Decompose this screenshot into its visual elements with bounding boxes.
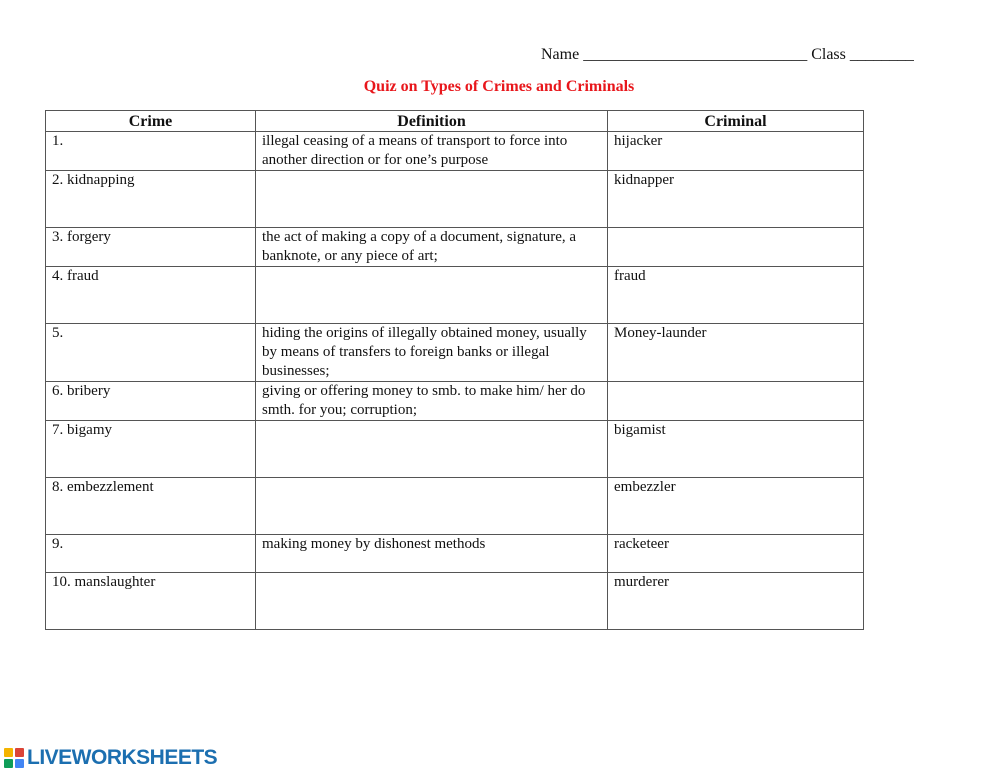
logo-square <box>4 748 13 757</box>
liveworksheets-logo-icon <box>4 748 24 768</box>
definition-cell: illegal ceasing of a means of transport to force into another direction or for one’s purpose <box>256 132 608 171</box>
definition-cell[interactable] <box>256 573 608 630</box>
crime-cell: 4. fraud <box>46 267 256 324</box>
crime-cell: 3. forgery <box>46 228 256 267</box>
crime-cell: 2. kidnapping <box>46 171 256 228</box>
criminal-cell: fraud <box>608 267 864 324</box>
criminal-cell: Money-launder <box>608 324 864 382</box>
table-row <box>46 535 864 573</box>
crime-cell: 7. bigamy <box>46 421 256 478</box>
column-header-crime: Crime <box>46 111 256 132</box>
definition-cell: hiding the origins of illegally obtained money, usually by means of transfers to foreign banks or illegal businesses; <box>256 324 608 382</box>
criminal-cell: murderer <box>608 573 864 630</box>
definition-cell: making money by dishonest methods <box>256 535 608 573</box>
table-row <box>46 573 864 630</box>
crime-cell: 1. <box>46 132 256 171</box>
definition-cell[interactable] <box>256 478 608 535</box>
definition-cell[interactable] <box>256 421 608 478</box>
logo-square <box>4 759 13 768</box>
criminal-cell[interactable] <box>608 228 864 267</box>
table-header-row <box>46 111 864 132</box>
name-class-line: Name ____________________________ Class ________ <box>541 46 914 63</box>
criminal-cell: bigamist <box>608 421 864 478</box>
crime-cell[interactable]: 9. <box>46 535 256 573</box>
definition-cell[interactable] <box>256 267 608 324</box>
logo-square <box>15 748 24 757</box>
criminal-cell: racketeer <box>608 535 864 573</box>
table-row <box>46 228 864 267</box>
quiz-table <box>45 110 864 630</box>
table-row <box>46 171 864 228</box>
table-row <box>46 421 864 478</box>
column-header-definition: Definition <box>256 111 608 132</box>
table-row <box>46 132 864 171</box>
definition-cell: the act of making a copy of a document, signature, a banknote, or any piece of art; <box>256 228 608 267</box>
column-header-criminal: Criminal <box>608 111 864 132</box>
table-row <box>46 267 864 324</box>
definition-cell[interactable] <box>256 171 608 228</box>
crime-cell: 6. bribery <box>46 382 256 421</box>
table-row <box>46 324 864 382</box>
logo-text: LIVEWORKSHEETS <box>27 746 218 769</box>
page-title: Quiz on Types of Crimes and Criminals <box>363 78 635 95</box>
definition-cell: giving or offering money to smb. to make him/ her do smth. for you; corruption; <box>256 382 608 421</box>
criminal-cell: hijacker <box>608 132 864 171</box>
criminal-cell: kidnapper <box>608 171 864 228</box>
liveworksheets-logo <box>4 746 217 770</box>
crime-cell: 10. manslaughter <box>46 573 256 630</box>
crime-cell: 8. embezzlement <box>46 478 256 535</box>
table-row <box>46 382 864 421</box>
criminal-cell: embezzler <box>608 478 864 535</box>
crime-cell[interactable]: 5. <box>46 324 256 382</box>
logo-square <box>15 759 24 768</box>
criminal-cell[interactable] <box>608 382 864 421</box>
table-row <box>46 478 864 535</box>
